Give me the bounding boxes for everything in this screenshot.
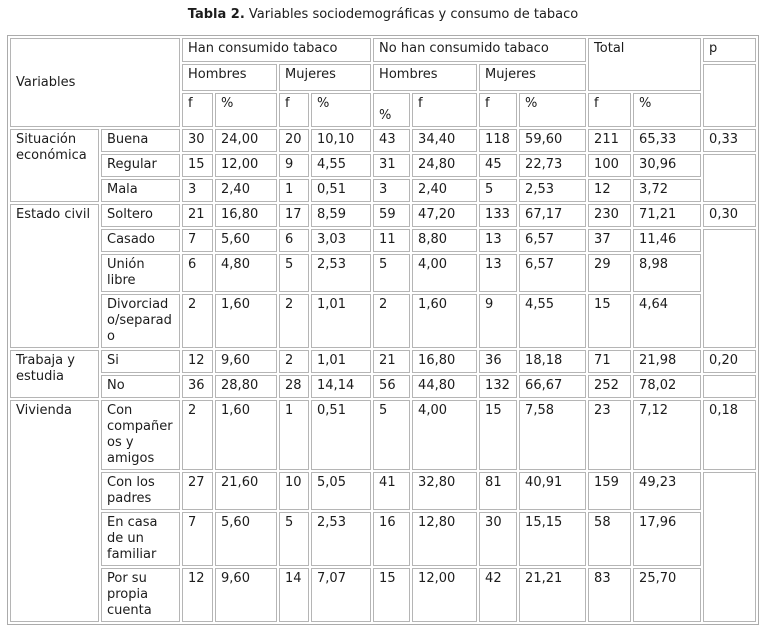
frequency-cell: 5 (279, 512, 309, 566)
percent-cell: 0,51 (311, 400, 371, 470)
frequency-cell: 28 (279, 375, 309, 398)
frequency-cell: 100 (588, 154, 631, 177)
percent-cell: 21,98 (633, 350, 701, 373)
percent-cell: 24,00 (215, 129, 277, 152)
frequency-cell: 10 (279, 472, 309, 510)
percent-cell: 15,15 (519, 512, 586, 566)
frequency-cell: 9 (279, 154, 309, 177)
frequency-cell: 211 (588, 129, 631, 152)
header-percent: % (633, 93, 701, 127)
header-percent-swapped: % (373, 93, 410, 127)
frequency-cell: 230 (588, 204, 631, 227)
header-consumed-hombres: Hombres (182, 64, 277, 91)
frequency-cell: 252 (588, 375, 631, 398)
header-consumed-tobacco: Han consumido tabaco (182, 38, 371, 62)
category-cell: En casa de un familiar (101, 512, 180, 566)
percent-cell: 2,40 (215, 179, 277, 202)
frequency-cell: 15 (373, 568, 410, 622)
percent-cell: 25,70 (633, 568, 701, 622)
category-cell: Unión libre (101, 254, 180, 292)
p-value-cell: 0,18 (703, 400, 756, 470)
category-cell: Con compañeros y amigos (101, 400, 180, 470)
percent-cell: 16,80 (215, 204, 277, 227)
p-empty-cell (703, 229, 756, 348)
frequency-cell: 43 (373, 129, 410, 152)
table-row (10, 568, 756, 622)
table-row (10, 400, 756, 470)
frequency-cell: 7 (182, 512, 213, 566)
frequency-cell: 1 (279, 400, 309, 470)
percent-cell: 5,60 (215, 229, 277, 252)
header-notconsumed-hombres: Hombres (373, 64, 477, 91)
percent-cell: 8,80 (412, 229, 477, 252)
percent-cell: 4,55 (311, 154, 371, 177)
percent-cell: 1,01 (311, 294, 371, 348)
frequency-cell: 9 (479, 294, 517, 348)
frequency-cell: 2 (279, 294, 309, 348)
table-row (10, 254, 756, 292)
percent-cell: 4,00 (412, 254, 477, 292)
category-cell: Por su propia cuenta (101, 568, 180, 622)
header-f: f (182, 93, 213, 127)
header-row-groups (10, 38, 756, 62)
frequency-cell: 81 (479, 472, 517, 510)
percent-cell: 2,53 (311, 254, 371, 292)
frequency-cell: 16 (373, 512, 410, 566)
table-row (10, 294, 756, 348)
header-p: p (703, 38, 756, 62)
header-variables: Variables (10, 38, 180, 127)
frequency-cell: 31 (373, 154, 410, 177)
percent-cell: 65,33 (633, 129, 701, 152)
category-cell: Regular (101, 154, 180, 177)
frequency-cell: 12 (588, 179, 631, 202)
percent-cell: 2,53 (519, 179, 586, 202)
frequency-cell: 56 (373, 375, 410, 398)
category-cell: Divorciado/separado (101, 294, 180, 348)
percent-cell: 12,00 (412, 568, 477, 622)
category-cell: Soltero (101, 204, 180, 227)
percent-cell: 7,58 (519, 400, 586, 470)
frequency-cell: 15 (588, 294, 631, 348)
p-value-cell: 0,33 (703, 129, 756, 152)
header-consumed-mujeres: Mujeres (279, 64, 371, 91)
header-f: f (279, 93, 309, 127)
frequency-cell: 15 (182, 154, 213, 177)
frequency-cell: 12 (182, 350, 213, 373)
percent-cell: 9,60 (215, 350, 277, 373)
category-cell: Mala (101, 179, 180, 202)
percent-cell: 9,60 (215, 568, 277, 622)
table-row (10, 472, 756, 510)
table-title (0, 0, 766, 24)
table-title-text: Variables sociodemográficas y consumo de tabaco (244, 7, 579, 22)
table-row (10, 375, 756, 398)
category-cell: Si (101, 350, 180, 373)
percent-cell: 44,80 (412, 375, 477, 398)
percent-cell: 1,60 (215, 294, 277, 348)
frequency-cell: 5 (373, 254, 410, 292)
header-percent: % (311, 93, 371, 127)
frequency-cell: 83 (588, 568, 631, 622)
header-percent: % (519, 93, 586, 127)
table-row (10, 204, 756, 227)
percent-cell: 78,02 (633, 375, 701, 398)
category-cell: No (101, 375, 180, 398)
header-percent: % (215, 93, 277, 127)
percent-cell: 8,98 (633, 254, 701, 292)
frequency-cell: 37 (588, 229, 631, 252)
group-label-cell: Trabaja y estudia (10, 350, 99, 398)
p-value-cell: 0,20 (703, 350, 756, 373)
percent-cell: 18,18 (519, 350, 586, 373)
percent-cell: 28,80 (215, 375, 277, 398)
percent-cell: 1,60 (215, 400, 277, 470)
group-label-cell: Vivienda (10, 400, 99, 622)
percent-cell: 2,40 (412, 179, 477, 202)
frequency-cell: 5 (279, 254, 309, 292)
frequency-cell: 132 (479, 375, 517, 398)
percent-cell: 14,14 (311, 375, 371, 398)
frequency-cell: 5 (373, 400, 410, 470)
percent-cell: 0,51 (311, 179, 371, 202)
table-row (10, 229, 756, 252)
frequency-cell: 30 (182, 129, 213, 152)
percent-cell: 4,80 (215, 254, 277, 292)
frequency-cell: 6 (279, 229, 309, 252)
percent-cell: 7,12 (633, 400, 701, 470)
frequency-cell: 36 (479, 350, 517, 373)
percent-cell: 16,80 (412, 350, 477, 373)
header-total: Total (588, 38, 701, 91)
category-cell: Casado (101, 229, 180, 252)
percent-cell: 49,23 (633, 472, 701, 510)
percent-cell: 34,40 (412, 129, 477, 152)
sociodemographic-table (7, 35, 759, 625)
frequency-cell: 58 (588, 512, 631, 566)
frequency-cell: 17 (279, 204, 309, 227)
percent-cell: 8,59 (311, 204, 371, 227)
frequency-cell: 2 (182, 294, 213, 348)
percent-cell: 11,46 (633, 229, 701, 252)
percent-cell: 6,57 (519, 254, 586, 292)
percent-cell: 7,07 (311, 568, 371, 622)
frequency-cell: 71 (588, 350, 631, 373)
header-p-empty-cell (703, 64, 756, 127)
header-f: f (588, 93, 631, 127)
frequency-cell: 27 (182, 472, 213, 510)
percent-cell: 47,20 (412, 204, 477, 227)
frequency-cell: 45 (479, 154, 517, 177)
table-row (10, 179, 756, 202)
frequency-cell: 133 (479, 204, 517, 227)
frequency-cell: 6 (182, 254, 213, 292)
percent-cell: 5,60 (215, 512, 277, 566)
frequency-cell: 159 (588, 472, 631, 510)
header-notconsumed-mujeres: Mujeres (479, 64, 586, 91)
group-label-cell: Situación económica (10, 129, 99, 202)
percent-cell: 17,96 (633, 512, 701, 566)
percent-cell: 24,80 (412, 154, 477, 177)
frequency-cell: 15 (479, 400, 517, 470)
percent-cell: 67,17 (519, 204, 586, 227)
frequency-cell: 21 (182, 204, 213, 227)
percent-cell: 3,03 (311, 229, 371, 252)
frequency-cell: 14 (279, 568, 309, 622)
percent-cell: 4,00 (412, 400, 477, 470)
frequency-cell: 13 (479, 254, 517, 292)
p-empty-cell (703, 472, 756, 622)
percent-cell: 30,96 (633, 154, 701, 177)
frequency-cell: 30 (479, 512, 517, 566)
percent-cell: 21,60 (215, 472, 277, 510)
header-not-consumed-tobacco: No han consumido tabaco (373, 38, 586, 62)
frequency-cell: 5 (479, 179, 517, 202)
percent-cell: 66,67 (519, 375, 586, 398)
table-body (10, 129, 756, 622)
frequency-cell: 2 (279, 350, 309, 373)
table-header (10, 38, 756, 127)
frequency-cell: 2 (182, 400, 213, 470)
frequency-cell: 11 (373, 229, 410, 252)
percent-cell: 10,10 (311, 129, 371, 152)
frequency-cell: 59 (373, 204, 410, 227)
percent-cell: 4,55 (519, 294, 586, 348)
frequency-cell: 2 (373, 294, 410, 348)
frequency-cell: 42 (479, 568, 517, 622)
p-value-cell: 0,30 (703, 204, 756, 227)
frequency-cell: 20 (279, 129, 309, 152)
frequency-cell: 1 (279, 179, 309, 202)
frequency-cell: 13 (479, 229, 517, 252)
percent-cell: 5,05 (311, 472, 371, 510)
frequency-cell: 23 (588, 400, 631, 470)
frequency-cell: 3 (373, 179, 410, 202)
category-cell: Buena (101, 129, 180, 152)
header-f-swapped: f (412, 93, 477, 127)
frequency-cell: 29 (588, 254, 631, 292)
percent-cell: 6,57 (519, 229, 586, 252)
p-empty-cell (703, 154, 756, 202)
percent-cell: 4,64 (633, 294, 701, 348)
table-row (10, 512, 756, 566)
category-cell: Con los padres (101, 472, 180, 510)
percent-cell: 1,60 (412, 294, 477, 348)
frequency-cell: 7 (182, 229, 213, 252)
percent-cell: 40,91 (519, 472, 586, 510)
table-row (10, 129, 756, 152)
percent-cell: 32,80 (412, 472, 477, 510)
table-row (10, 154, 756, 177)
frequency-cell: 21 (373, 350, 410, 373)
p-empty-cell (703, 375, 756, 398)
percent-cell: 12,00 (215, 154, 277, 177)
percent-cell: 59,60 (519, 129, 586, 152)
percent-cell: 22,73 (519, 154, 586, 177)
percent-cell: 3,72 (633, 179, 701, 202)
percent-cell: 71,21 (633, 204, 701, 227)
frequency-cell: 41 (373, 472, 410, 510)
frequency-cell: 12 (182, 568, 213, 622)
table-row (10, 350, 756, 373)
frequency-cell: 3 (182, 179, 213, 202)
percent-cell: 21,21 (519, 568, 586, 622)
percent-cell: 2,53 (311, 512, 371, 566)
percent-cell: 12,80 (412, 512, 477, 566)
percent-cell: 1,01 (311, 350, 371, 373)
header-f: f (479, 93, 517, 127)
frequency-cell: 118 (479, 129, 517, 152)
table-title-number: Tabla 2. (187, 7, 245, 22)
group-label-cell: Estado civil (10, 204, 99, 348)
frequency-cell: 36 (182, 375, 213, 398)
